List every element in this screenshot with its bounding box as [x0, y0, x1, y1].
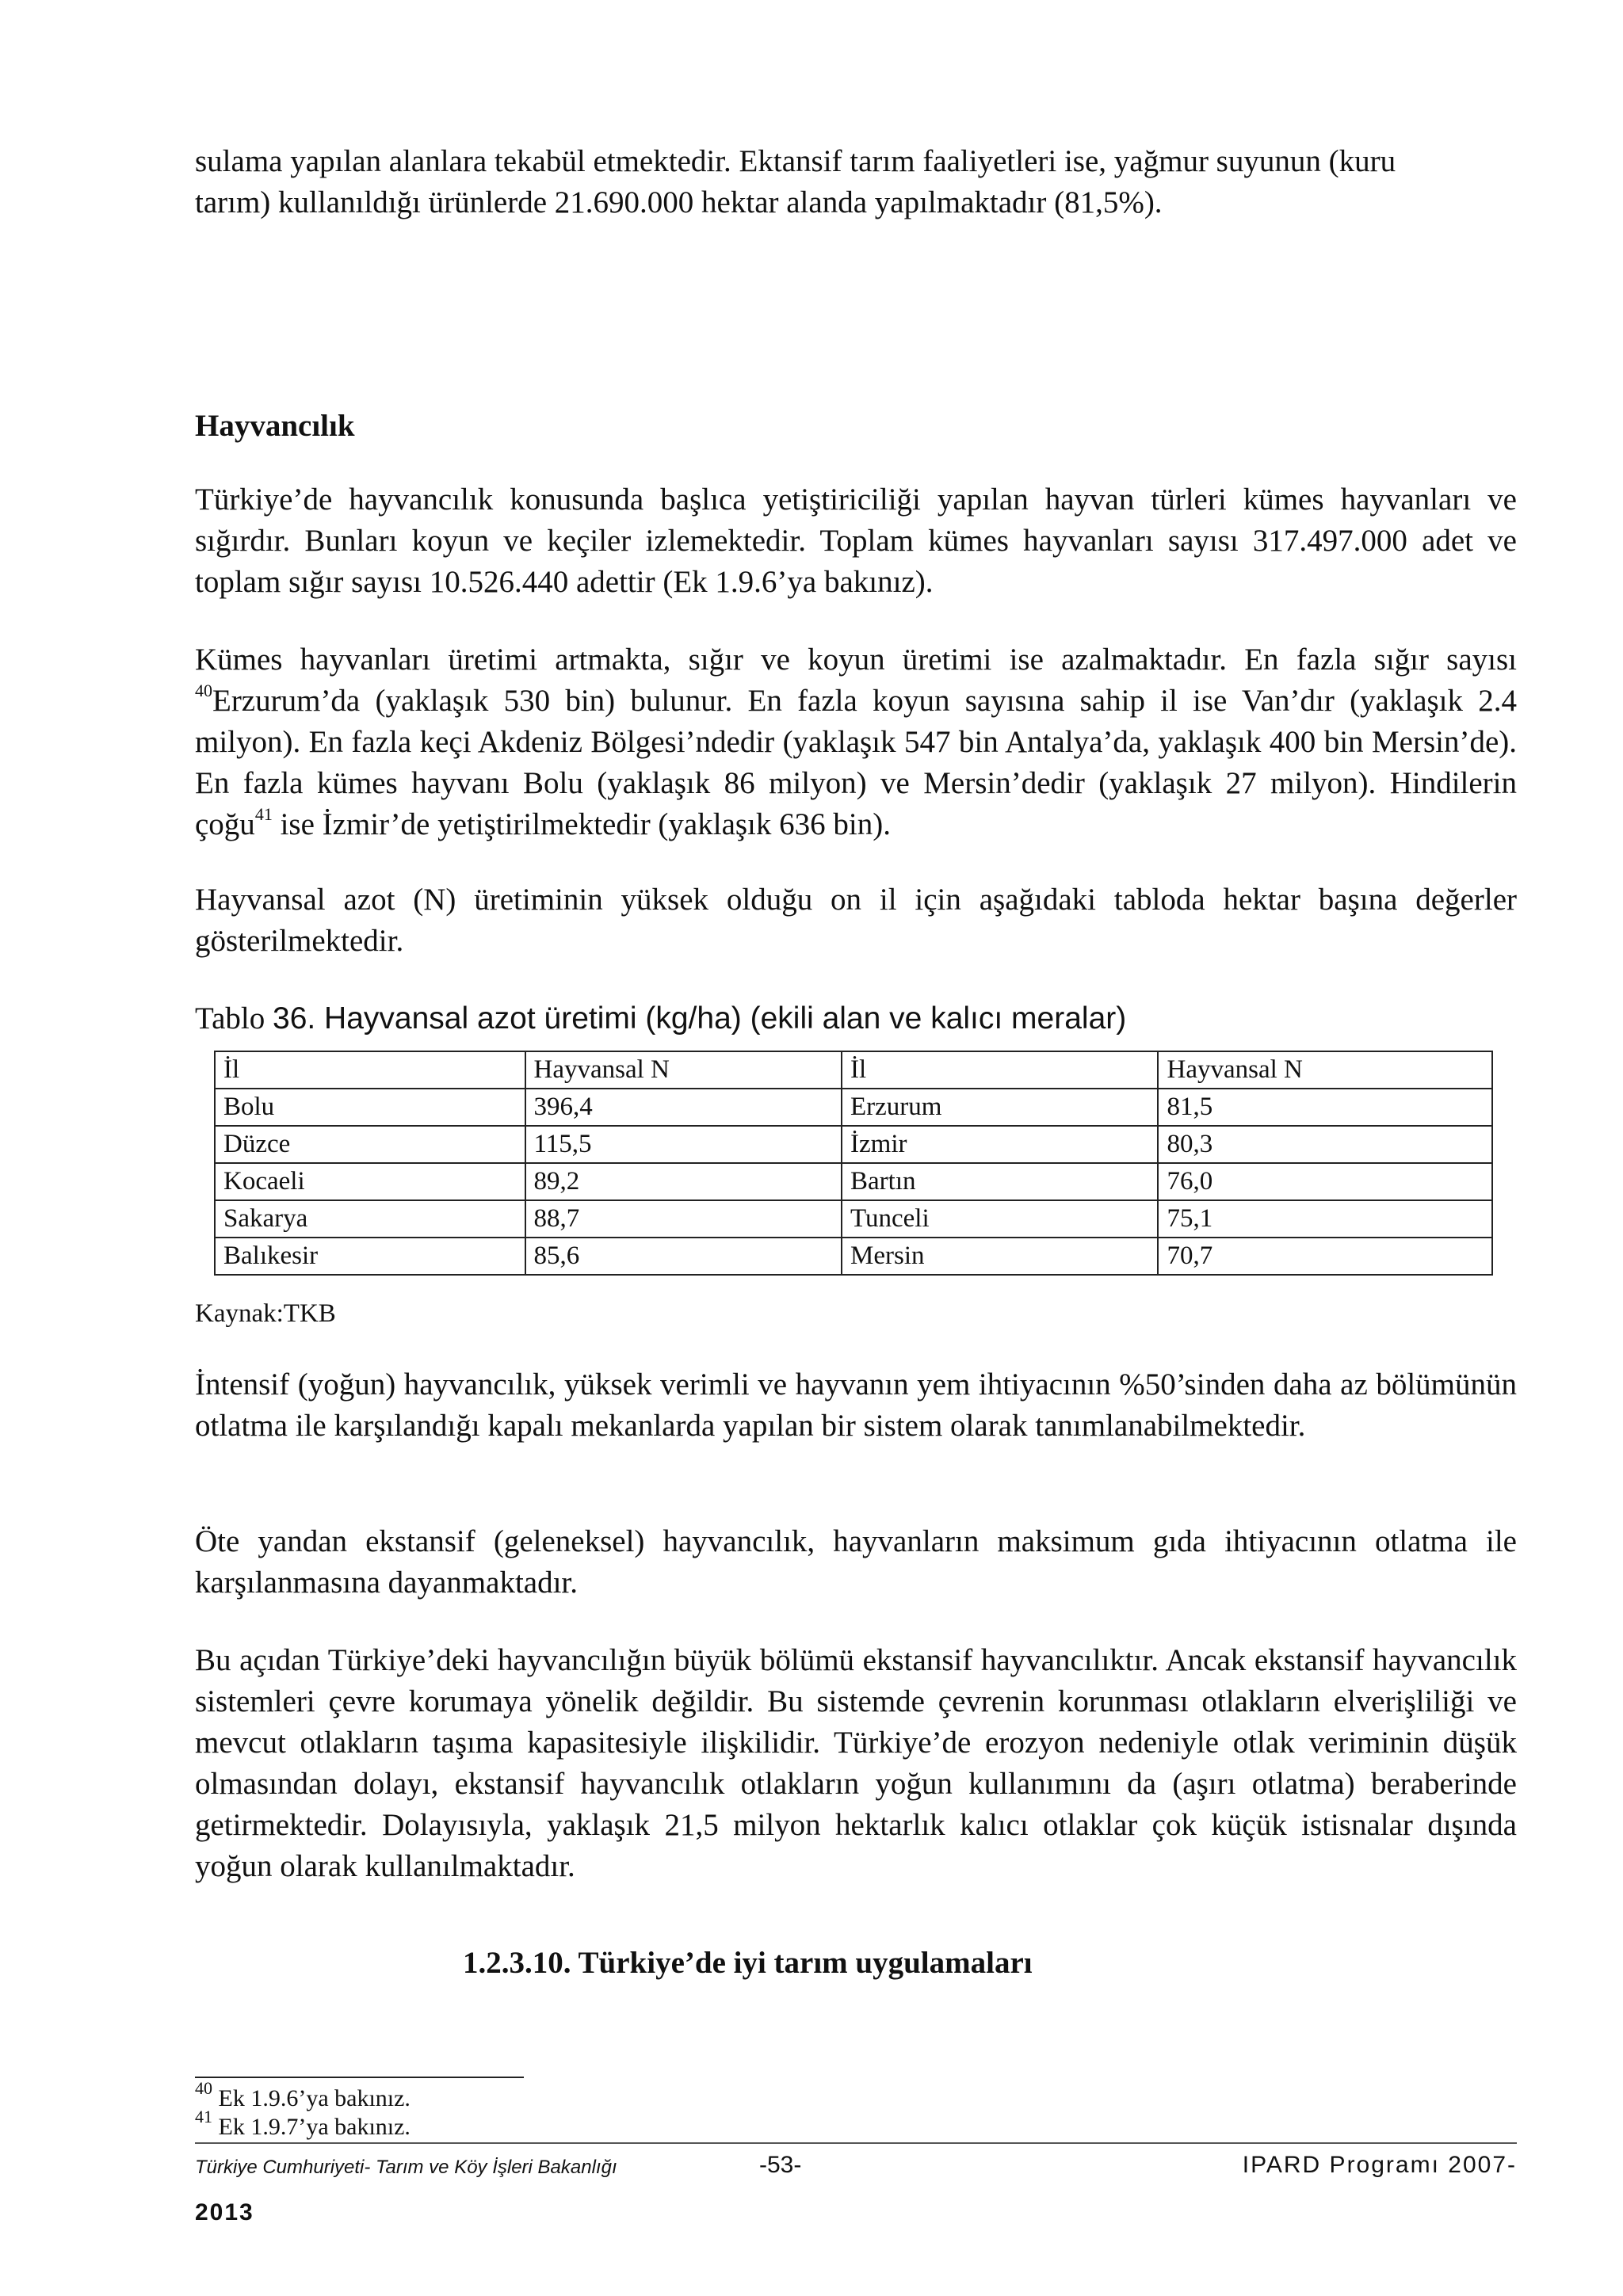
footer-ministry: Türkiye Cumhuriyeti- Tarım ve Köy İşleri Bakanlığı: [195, 2157, 617, 2178]
paragraph-6: Bu açıdan Türkiye’deki hayvancılığın büyük bölümü ekstansif hayvancılıktır. Ancak ekstansif hayvancılık sistemleri çevre korumaya yönelik değildir. Bu sistemde çevrenin korunması otlakların elverişliliği ve mevcut otlakların taşıma kapasitesiyle ilişkilidir. Türkiye’de erozyon nedeniyle otlak veriminin düşük olmasından dolayı, ekstansif hayvancılık otlakların yoğun kullanımını da (aşırı otlatma) beraberinde getirmektedir. Dolayısıyla, yaklaşık 21,5 milyon hektarlık kalıcı otlaklar çok küçük istisnalar dışında yoğun olarak kullanılmaktadır.: [195, 1643, 1517, 1883]
table-header-cell: İl: [215, 1051, 525, 1089]
table-cell: Sakarya: [215, 1200, 525, 1238]
table-cell: 76,0: [1158, 1163, 1492, 1200]
table-row: [215, 1089, 1492, 1126]
table-cell: Düzce: [215, 1126, 525, 1163]
paragraph-1: Türkiye’de hayvancılık konusunda başlıca yetiştiriciliği yapılan hayvan türleri kümes hayvanları ve sığırdır. Bunları koyun ve keçiler izlemektedir. Toplam kümes hayvanları sayısı 317.497.000 adet ve toplam sığır sayısı 10.526.440 adettir (Ek 1.9.6’ya bakınız).: [195, 482, 1517, 599]
footnote-41: $^{41}$ Ek 1.9.7’ya bakınız.: [195, 2107, 411, 2140]
paragraph-5: Öte yandan ekstansif (geleneksel) hayvancılık, hayvanların maksimum gıda ihtiyacının otlatma ile karşılanmasına dayanmaktadır.: [195, 1524, 1517, 1600]
table-header-cell: İl: [842, 1051, 1158, 1089]
table-cell: 81,5: [1158, 1089, 1492, 1126]
table-cell: 115,5: [525, 1126, 842, 1163]
table-cell: Bolu: [215, 1089, 525, 1126]
table-row: [215, 1238, 1492, 1275]
table-header-cell: Hayvansal N: [525, 1051, 842, 1089]
page-number: -53-: [759, 2152, 802, 2178]
table-cell: İzmir: [842, 1126, 1158, 1163]
table-cell: 70,7: [1158, 1238, 1492, 1275]
footnote-40: $^{40}$ Ek 1.9.6’ya bakınız.: [195, 2078, 411, 2111]
table-cell: 89,2: [525, 1163, 842, 1200]
table-cell: Bartın: [842, 1163, 1158, 1200]
footnote-divider: [195, 2077, 524, 2078]
table-cell: Kocaeli: [215, 1163, 525, 1200]
table-header-cell: Hayvansal N: [1158, 1051, 1492, 1089]
table-cell: Erzurum: [842, 1089, 1158, 1126]
table-cell: 88,7: [525, 1200, 842, 1238]
footer-program: IPARD Programı 2007-: [1242, 2152, 1517, 2178]
paragraph-3: Hayvansal azot (N) üretiminin yüksek olduğu on il için aşağıdaki tabloda hektar başına değerler gösterilmektedir.: [195, 883, 1517, 958]
table-row: [215, 1126, 1492, 1163]
table-source: Kaynak:TKB: [195, 1299, 336, 1328]
section-heading: Hayvancılık: [195, 409, 355, 443]
paragraph-2: Kümes hayvanları üretimi artmakta, sığır ve koyun üretimi ise azalmaktadır. En fazla sığır sayısı $^{40}$Erzurum’da (yaklaşık 530 bin) bulunur. En fazla koyun sayısına sahip il ise Van’dır (yaklaşık 2.4 milyon). En fazla keçi Akdeniz Bölgesi’ndedir (yaklaşık 547 bin Antalya’da, yaklaşık 400 bin Mersin’de). En fazla kümes hayvanı Bolu (yaklaşık 86 milyon) ve Mersin’dedir (yaklaşık 27 milyon). Hindilerin çoğu$^{41}$ ise İzmir’de yetiştirilmektedir (yaklaşık 636 bin).: [195, 643, 1517, 841]
footnote-ref-41: 41: [254, 804, 273, 824]
intro-line-2: tarım) kullanıldığı ürünlerde 21.690.000 hektar alanda yapılmaktadır (81,5%).: [195, 185, 1163, 219]
table-cell: 396,4: [525, 1089, 842, 1126]
nitrogen-table: [214, 1051, 1493, 1276]
footnote-ref-40: 40: [195, 681, 212, 700]
footer-year: 2013: [195, 2199, 254, 2225]
table-header-row: [215, 1051, 1492, 1089]
table-cell: Tunceli: [842, 1200, 1158, 1238]
table-row: [215, 1163, 1492, 1200]
table-cell: 80,3: [1158, 1126, 1492, 1163]
table-cell: Balıkesir: [215, 1238, 525, 1275]
intro-line-1: sulama yapılan alanlara tekabül etmektedir. Ektansif tarım faaliyetleri ise, yağmur suyunun (kuru: [195, 144, 1396, 178]
table-cell: 75,1: [1158, 1200, 1492, 1238]
subsection-heading: 1.2.3.10. Türkiye’de iyi tarım uygulamaları: [463, 1946, 1033, 1980]
intro-paragraph: [195, 141, 1517, 223]
table-caption: Tablo 36. Hayvansal azot üretimi (kg/ha) (ekili alan ve kalıcı meralar): [195, 1001, 1127, 1035]
table-cell: Mersin: [842, 1238, 1158, 1275]
footer-divider: [195, 2142, 1517, 2144]
paragraph-4: İntensif (yoğun) hayvancılık, yüksek verimli ve hayvanın yem ihtiyacının %50’sinden daha az bölümünün otlatma ile karşılandığı kapalı mekanlarda yapılan bir sistem olarak tanımlanabilmektedir.: [195, 1367, 1517, 1443]
table-cell: 85,6: [525, 1238, 842, 1275]
table-row: [215, 1200, 1492, 1238]
